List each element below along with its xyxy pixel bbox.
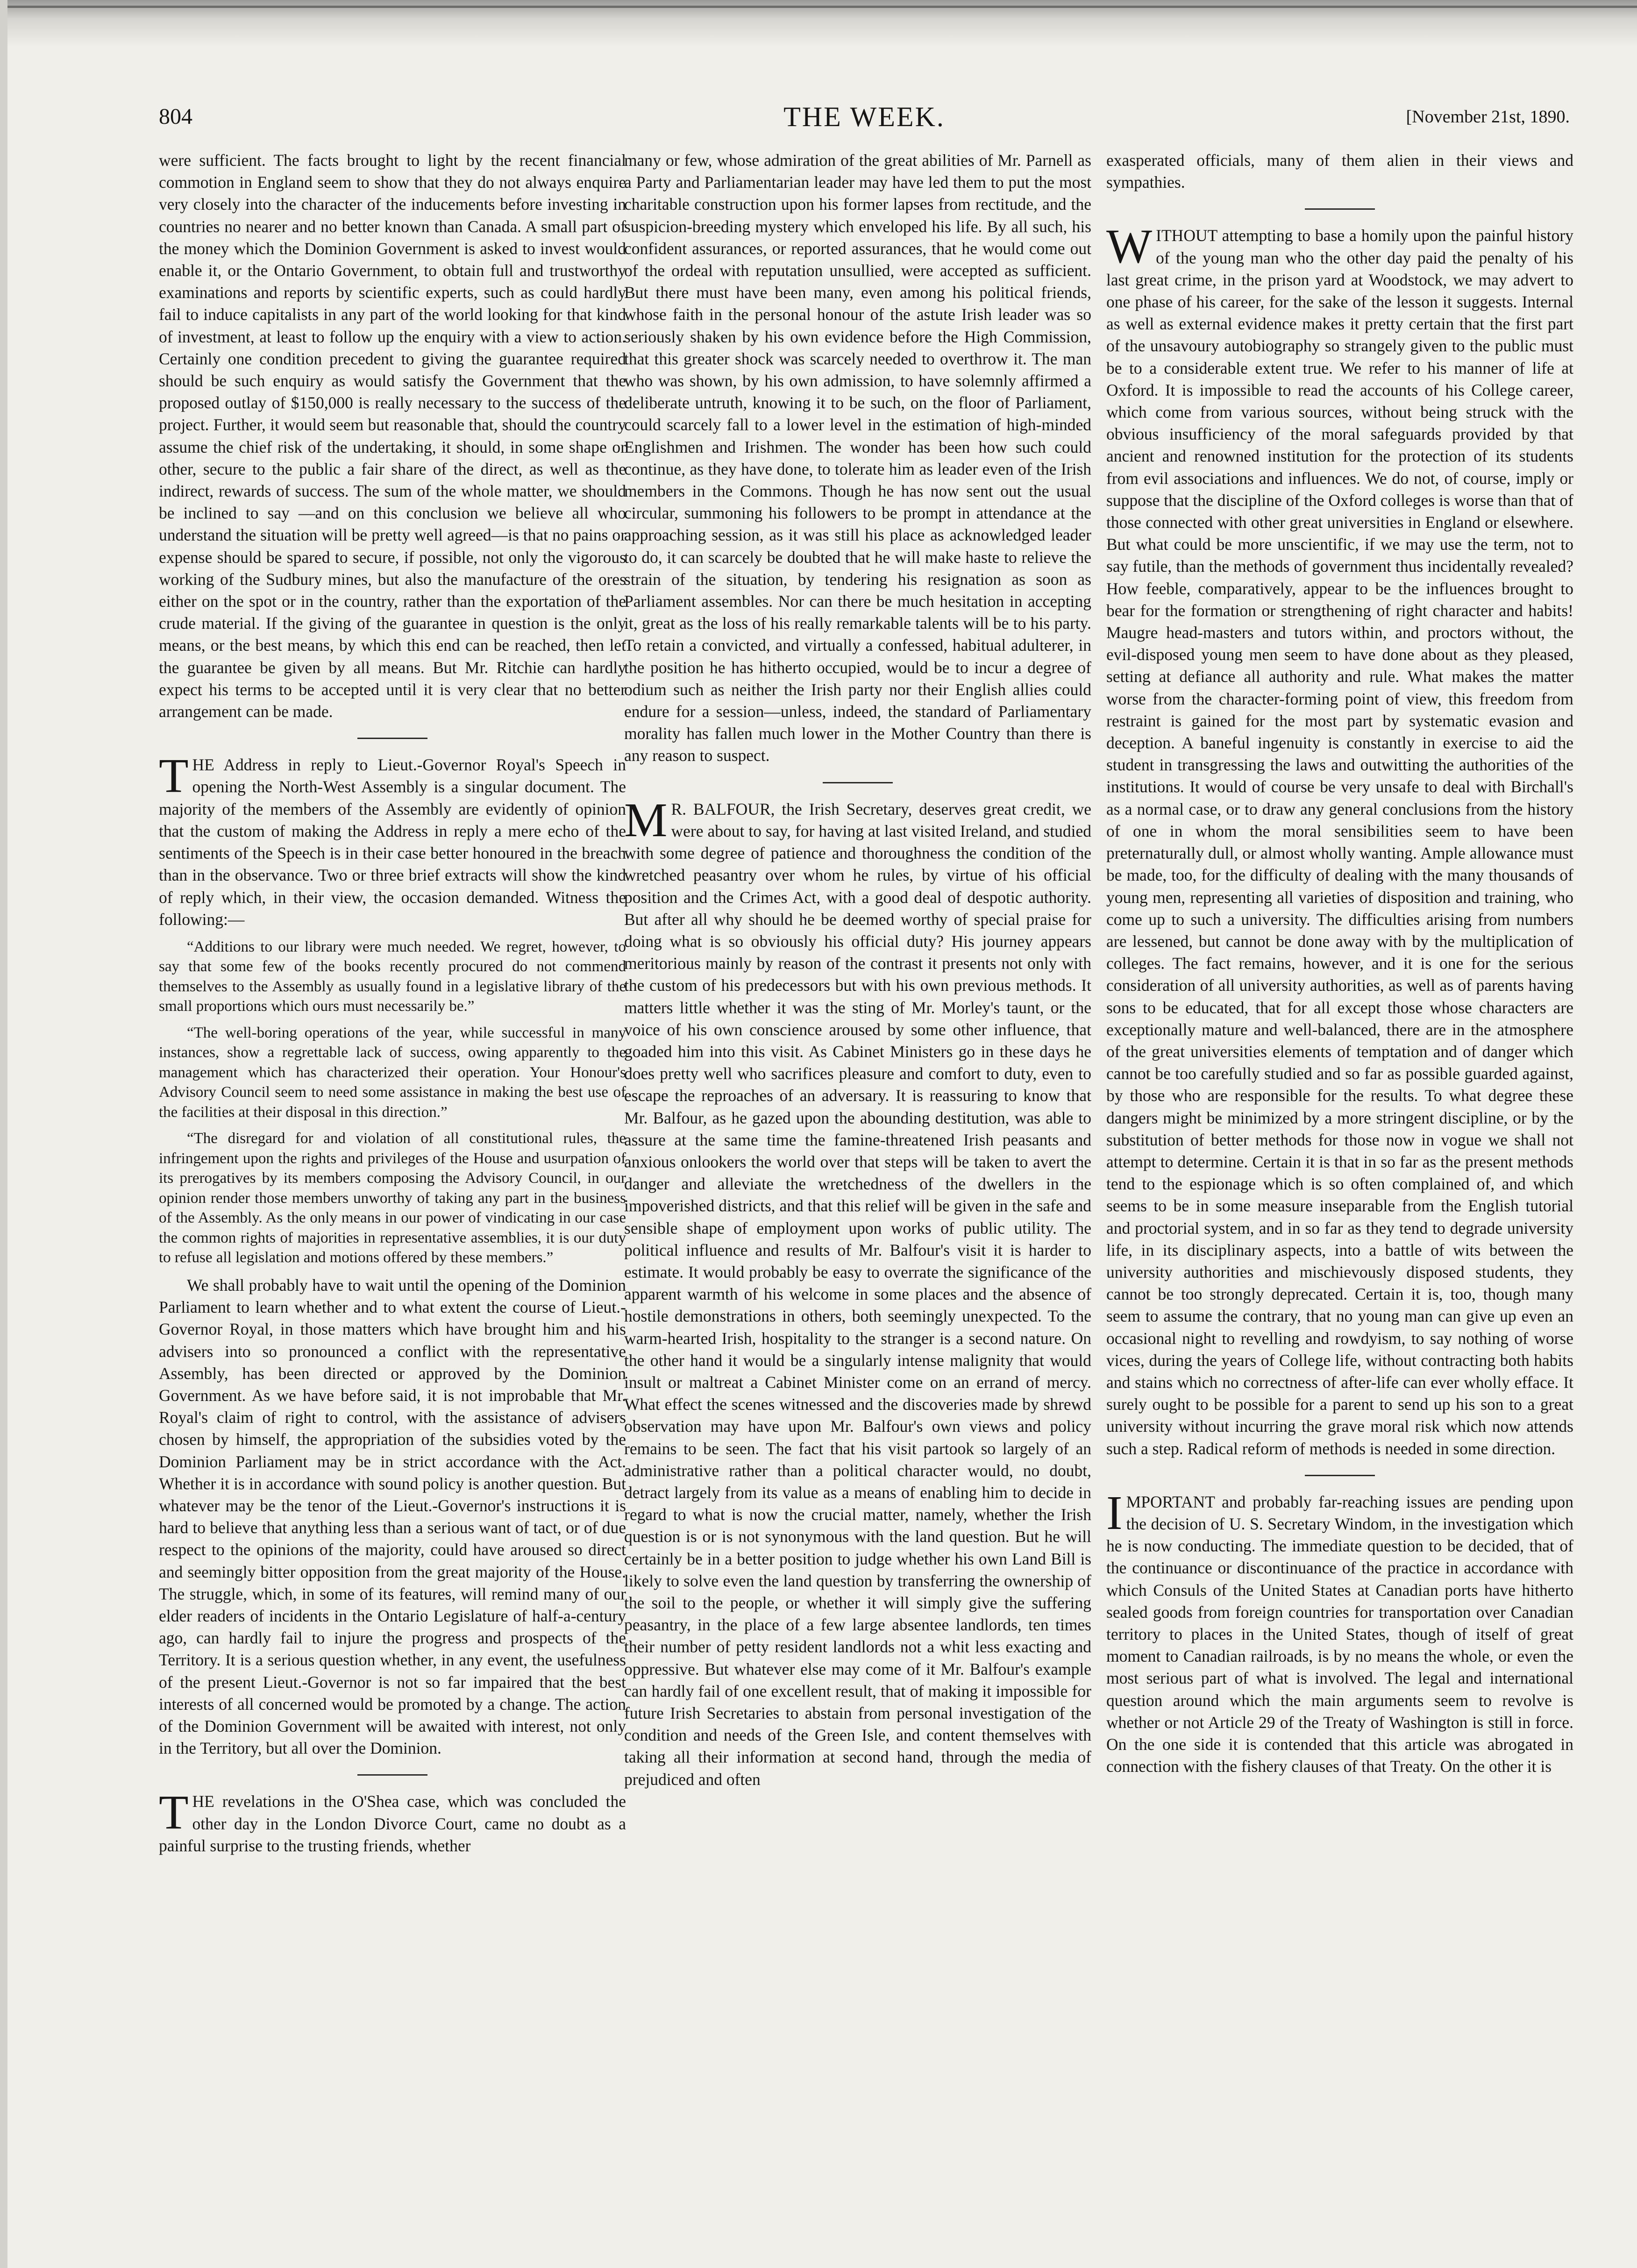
drop-cap: M (624, 793, 668, 847)
column-3 (1106, 149, 1573, 1784)
paragraph: exasperated officials, many of them alien in their views and sympathies. (1106, 151, 1573, 192)
paragraph-text: ITHOUT attempting to base a homily upon the painful history of the young man who the other day paid the penalty of his last great crime, in the prison yard at Woodstock, we may advert to one phase of his career, for the sake of the lesson it suggests. Internal as well as external evidence makes it pretty certain that the first part of the unsavoury autobiography so strangely given to the public must be to a considerable extent true. We refer to his manner of life at Oxford. It is impossible to read the accounts of his College career, which come from various sources, without being struck with the obvious insufficiency of the moral safeguards provided by that ancient and renowned institution for the protection of its students from evil associations and influences. We do not, of course, imply or suppose that the discipline of the Oxford colleges is worse than that of those connected with other great universities in England or elsewhere. But what could be more unscientific, if we may use the term, not to say futile, than the methods of government thus incidentally revealed? How feeble, comparatively, appear to be the influences brought to bear for the formation or strengthening of right character and habits! Maugre head-masters and tutors within, and proctors without, the evil-disposed young men seem to have done about as they pleased, setting at defiance all authority and rule. What makes the matter worse from the character-forming point of view, this freedom from restraint is gained for the most part by systematic evasion and deception. A baneful ingenuity is constantly in exercise to aid the student in transgressing the laws and outwitting the authorities of the institutions. It would of course be very unsafe to deal with Birchall's as a normal case, or to draw any general conclusions from the history of one in whom the moral sensibilities seem to have been preternaturally dull, or almost wholly wanting. Ample allowance must be made, too, for the difficulty of dealing with the many thousands of young men, representing all varieties of disposition and training, who come up to such a university. The difficulties arising from numbers are lessened, but cannot be done away with by the multiplication of colleges. The fact remains, however, and it is one for the serious consideration of all university authorities, as well as of parents having sons to be educated, that for all except those whose characters are exceptionally mature and well-balanced, there are in the atmosphere of the great universities elements of temptation and of danger which cannot be too carefully studied and so far as possible guarded against, by those who are responsible for the results. To what degree these dangers might be minimized by a more stringent discipline, or by the substitution of better methods for those now in vogue we shall not attempt to determine. Certain it is that in so far as the present methods tend to the espionage which is so often complained of, and which seems to be in some measure inseparable from the English tutorial and proctorial system, and in so far as they tend to degrade university life, in its disciplinary aspects, into a battle of wits between the university authorities and mischievously disposed students, they cannot be too strongly deprecated. Certain it is, too, though many seem to assume the contrary, that no young man can give up even an occasional night to revelling and rowdyism, to say nothing of worse vices, during the years of College life, without contracting both habits and stains which no correctness of after-life can ever wholly efface. It surely ought to be possible for a parent to send up his son to a great university without incurring the grave moral risk which now attends such a step. Radical reform of methods is needed in some direction. (1106, 226, 1573, 1458)
drop-cap: T (159, 749, 189, 803)
paragraph-oxford (1106, 220, 1573, 1459)
scan-left-edge (0, 0, 7, 2268)
paragraph-text: HE Address in reply to Lieut.-Governor Royal's Speech in opening the North-West Assembly is a singular document. The majority of the members of the Assembly are evidently of opinion that the custom of making the Address in reply a mere echo of the sentiments of the Speech is in their case better honoured in the breach than in the observance. Two or three brief extracts will show the kind of reply which, in their view, the occasion demanded. Witness the following:— (159, 755, 626, 929)
paragraph-text: HE revelations in the O'Shea case, which was concluded the other day in the London Divorce Court, came no doubt as a painful surprise to the trusting friends, whether (159, 1792, 626, 1855)
section-divider (823, 782, 893, 783)
paragraph-text: R. BALFOUR, the Irish Secretary, deserves great credit, we were about to say, for having at last visited Ireland, and studied with some degree of patience and thoroughness the condition of the wretched peasantry over whom he rules, by virtue of his official position and the Crimes Act, with a good deal of despotic authority. But after all why should he be deemed worthy of special praise for doing what is so obviously his official duty? His journey appears meritorious mainly by reason of the contrast it presents not only with the custom of his predecessors but with his own previous methods. It matters little whether it was the sting of Mr. Morley's taunt, or the voice of his own conscience aroused by some other influence, that goaded him into this visit. As Cabinet Ministers go in these days he does pretty well who sacrifices pleasure and comfort to duty, even to escape the reproaches of an adversary. It is reassuring to know that Mr. Balfour, as he gazed upon the abounding destitution, was able to assure at the same time the famine-threatened Irish peasants and anxious onlookers the world over that steps will be taken to avert the danger and alleviate the wretchedness of the dwellers in the impoverished districts, and that this relief will be given in the safe and sensible shape of employment upon works of public utility. The political influence and results of Mr. Balfour's visit it is harder to estimate. It would probably be easy to overrate the significance of the apparent warmth of his welcome in some places and the absence of hostile demonstrations in others, both seemingly unexpected. To the warm-hearted Irish, hospitality to the stranger is a second nature. On the other hand it would be a singularly intense malignity that would insult or maltreat a Cabinet Minister come on an errand of mercy. What effect the scenes witnessed and the discoveries made by shrewd observation may have upon Mr. Balfour's own views and policy remains to be seen. The fact that his visit partook so largely of an administrative rather than a political character would, no doubt, detract largely from its value as a means of enabling him to decide in regard to what is now the crucial matter, namely, whether the Irish question is or is not synonymous with the land question. But he will certainly be in a better position to judge whether his own Land Bill is likely to solve even the land question by transferring the ownership of the soil to the people, or whether it will simply give the suffering peasantry, in the place of a few large absentee landlords, ten times their number of petty resident landlords not a whit less exacting and oppressive. But whatever else may come of it Mr. Balfour's example can hardly fail of one excellent result, that of making it impossible for future Irish Secretaries to abstain from personal investigation of the condition and needs of the Green Isle, and content themselves with taking all their information at second hand, through the media of prejudiced and often (624, 799, 1091, 1789)
paragraph: many or few, whose admiration of the great abilities of Mr. Parnell as a Party and Parliamentarian leader may have led them to put the most charitable construction upon his former lapses from rectitude, and the suspicion-breeding mystery which enveloped his life. By all such, his confident assurances, or reported assurances, that he would come out of the ordeal with reputation unsullied, were accepted as sufficient. But there must have been many, even among his political friends, whose faith in the personal honour of the astute Irish leader was so seriously shaken by his own evidence before the High Commission, that this greater shock was scarcely needed to overthrow it. The man who was shown, by his own admission, to have solemnly affirmed a deliberate untruth, knowing it to be such, on the floor of Parliament, could scarcely fall to a lower level in the estimation of high-minded Englishmen and Irishmen. The wonder has been how such could continue, as they have done, to tolerate him as leader even of the Irish members in the Commons. Though he has now sent out the usual circular, summoning his followers to be prompt in attendance at the approaching session, as it was still his place as acknowledged leader to do, it can scarcely be doubted that he will make haste to relieve the strain of the situation, by tendering his resignation as soon as Parliament assembles. Nor can there be much hesitation in accepting it, great as the loss of his really remarkable talents will be to his party. To retain a convicted, and virtually a confessed, habitual adulterer, in the position he has hitherto occupied, would be to incur a degree of odium such as neither the Irish party nor their English allies could endure for a session—unless, indeed, the standard of Parliamentary morality has fallen much lower in the Mother Country than there is any reason to suspect. (624, 151, 1091, 765)
column-1 (159, 149, 626, 1863)
section-divider (357, 738, 427, 739)
paragraph-address-reply (159, 749, 626, 931)
paragraph-text: MPORTANT and probably far-reaching issues are pending upon the decision of U. S. Secretary Windom, in the investigation which he is now conducting. The immediate question to be decided, that of the continuance or discontinuance of the practice in accordance with which Consuls of the United States at Canadian ports have hitherto sealed goods from foreign countries for transportation over Canadian territory to places in the United States, though of itself of great moment to Canadian railroads, is by no means the whole, or even the most serious part of what is involved. The legal and international question around which the main arguments seem to revolve is whether or not Article 29 of the Treaty of Washington is still in force. On the one side it is contended that this article was abrogated in connection with the fishery clauses of that Treaty. On the other it is (1106, 1492, 1573, 1776)
drop-cap: W (1106, 220, 1153, 274)
quotation: “The well-boring operations of the year, while successful in many instances, show a regrettable lack of success, owing apparently to the management which has characterized their operation. Your Honour's Advisory Council seem to need some assistance in making the best use of the facilities at their disposal in this direction.” (159, 1024, 626, 1121)
drop-cap: T (159, 1785, 189, 1840)
issue-date: [November 21st, 1890. (1406, 107, 1570, 127)
drop-cap: I (1106, 1486, 1123, 1540)
section-divider (357, 1774, 427, 1776)
paragraph-oshea (159, 1785, 626, 1857)
column-2 (624, 149, 1091, 1797)
newspaper-title: THE WEEK. (783, 101, 945, 132)
paragraph: were sufficient. The facts brought to light by the recent financial commotion in England seem to show that they do not always enquire very closely into the character of the inducements before investing in countries no nearer and no better known than Canada. A small part of the money which the Dominion Government is asked to invest would enable it, or the Ontario Government, to obtain full and trustworthy examinations and reports by scientific experts, such as could hardly fail to induce capitalists in any part of the world looking for that kind of investment, at least to follow up the enquiry with a view to action. Certainly one condition precedent to giving the guarantee required should be such enquiry as would satisfy the Government that the proposed outlay of $150,000 is really necessary to the success of the project. Further, it would seem but reasonable that, should the country assume the chief risk of the undertaking, it should, in some shape or other, secure to the public a fair share of the direct, as well as the indirect, rewards of success. The sum of the whole matter, we should be inclined to say —and on this conclusion we believe all who understand the situation will be pretty well agreed—is that no pains or expense should be spared to secure, if possible, not only the vigorous working of the Sudbury mines, but also the manufacture of the ores either on the spot or in the country, rather than the exportation of the crude material. If the giving of the guarantee in question is the only means, or the best means, by which this end can be reached, then let the guarantee be given by all means. But Mr. Ritchie can hardly expect his terms to be accepted until it is very clear that no better arrangement can be made. (159, 151, 626, 721)
page-number: 804 (159, 104, 192, 129)
page-header (159, 101, 1570, 132)
paragraph-balfour (624, 793, 1091, 1791)
section-divider (1305, 208, 1375, 210)
scan-line (0, 6, 1637, 8)
paragraph-windom (1106, 1486, 1573, 1778)
paragraph: We shall probably have to wait until the opening of the Dominion Parliament to learn whether and to what extent the course of Lieut.-Governor Royal, in those matters which have brought him and his advisers into so pronounced a conflict with the representative Assembly, has been directed or approved by the Dominion Government. As we have before said, it is not improbable that Mr. Royal's claim of right to control, with the assistance of advisers chosen by himself, the appropriation of the subsidies voted by the Dominion Parliament may be in strict accordance with the Act. Whether it is in accordance with sound policy is another question. But whatever may be the tenor of the Lieut.-Governor's instructions it is hard to believe that anything less than a serious want of tact, or of due respect to the opinions of the majority, could have aroused so direct and seemingly bitter opposition from the great majority of the House. The struggle, which, in some of its features, will remind many of our elder readers of incidents in the Ontario Legislature of half-a-century ago, can hardly fail to injure the progress and prospects of the Territory. It is a serious question whether, in any event, the usefulness of the present Lieut.-Governor is not so far impaired that the best interests of all concerned would be promoted by a change. The action of the Dominion Government will be awaited with interest, not only in the Territory, but all over the Dominion. (159, 1275, 626, 1758)
section-divider (1305, 1475, 1375, 1476)
quotation: “The disregard for and violation of all constitutional rules, the infringement upon the rights and privileges of the House and usurpation of its prerogatives by its members composing the Advisory Council, in our opinion render those members unworthy of taking any part in the business of the Assembly. As the only means in our power of vindicating in our case the common rights of majorities in representative assemblies, it is our duty to refuse all legislation and motions offered by these members.” (159, 1130, 626, 1266)
quotation: “Additions to our library were much needed. We regret, however, to say that some few of the books recently procured do not commend themselves to the Assembly as usually found in a legislative library of the small proportions which ours must necessarily be.” (159, 938, 626, 1015)
